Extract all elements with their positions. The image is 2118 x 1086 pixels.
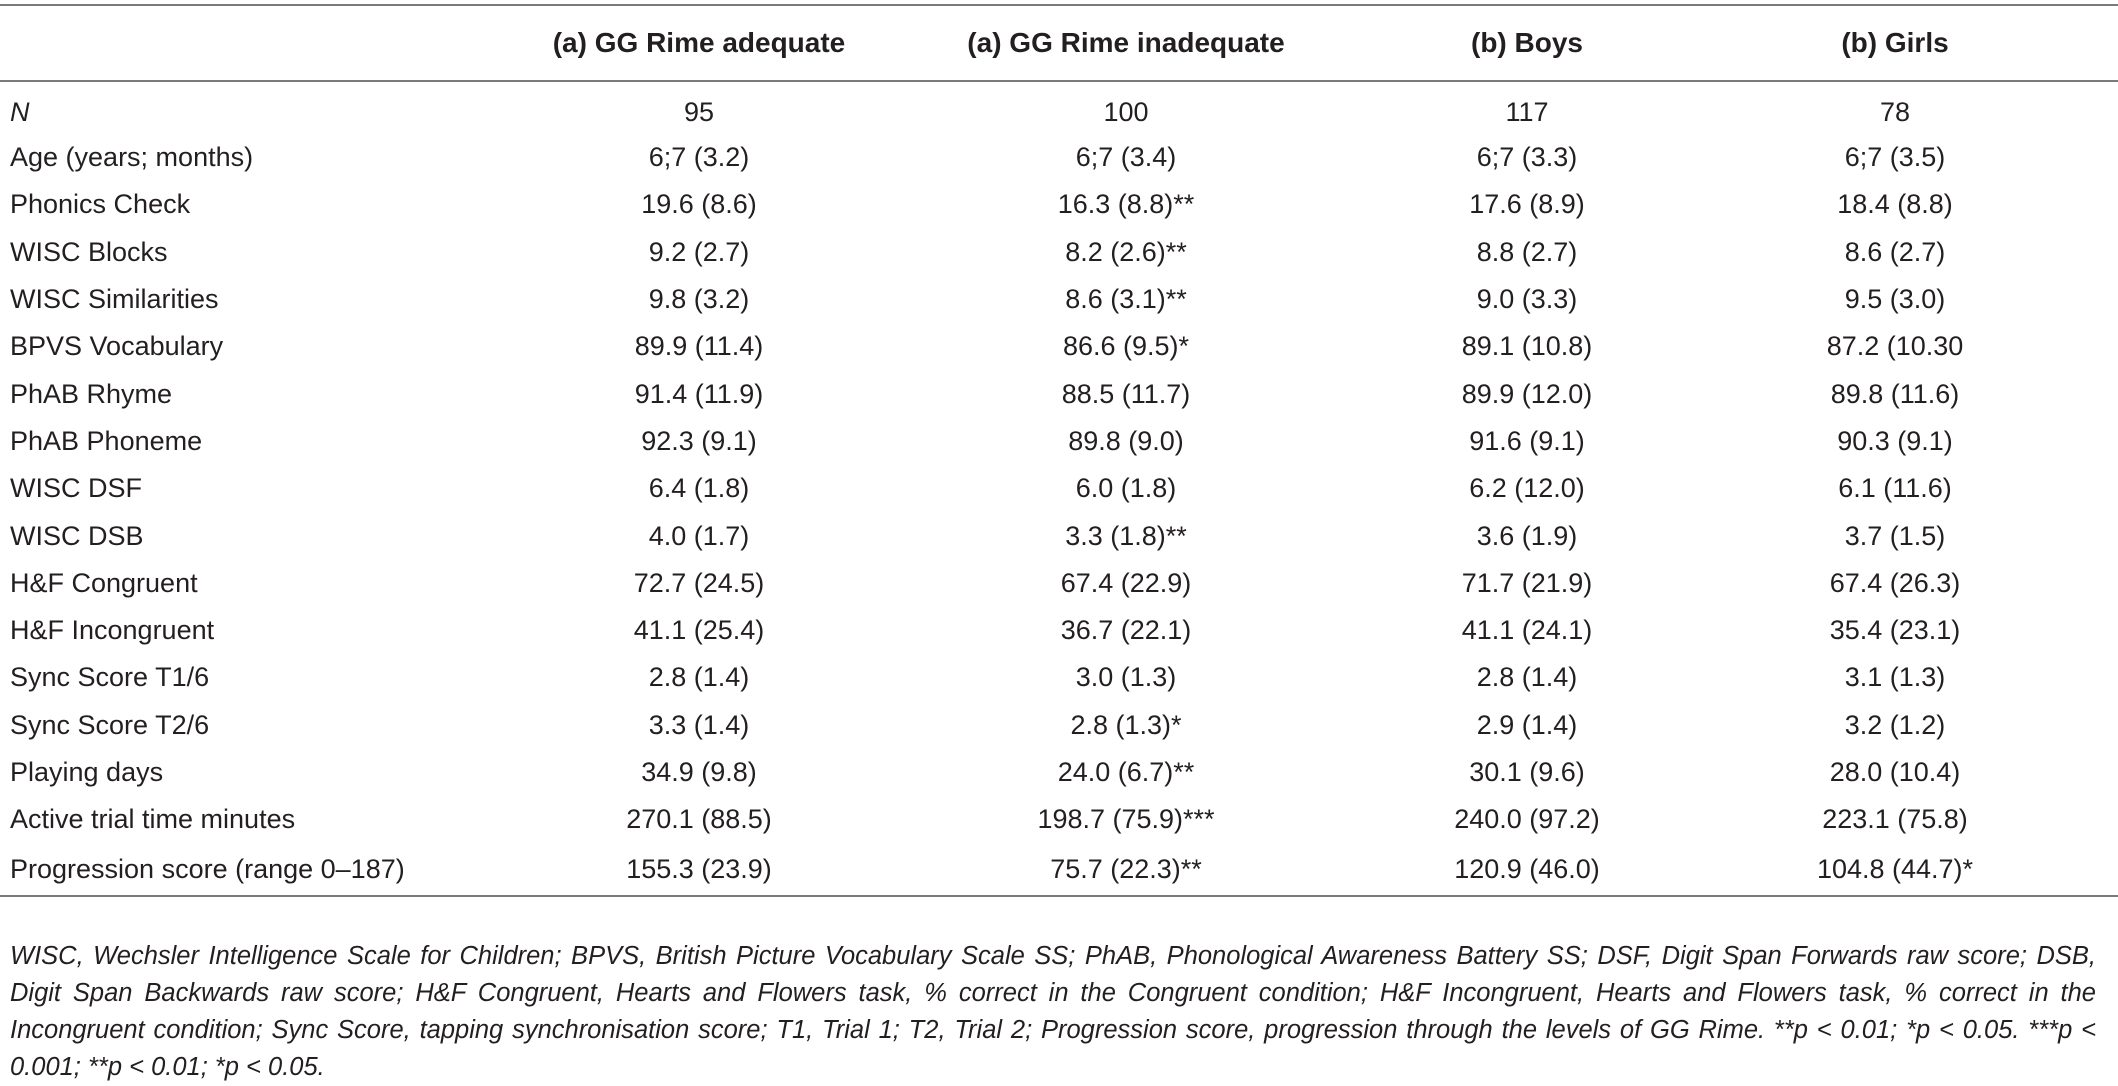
- table-row: [0, 512, 2118, 559]
- value-boys: 30.1 (9.6): [1469, 757, 1585, 787]
- value-girls: 8.6 (2.7): [1844, 236, 1946, 267]
- value-gg-rime-inadequate: 88.5 (11.7): [1061, 378, 1191, 409]
- value-girls: 6;7 (3.5): [1844, 142, 1946, 173]
- value-gg-rime-inadequate: 67.4 (22.9): [1060, 567, 1192, 598]
- table-row: [0, 229, 2118, 276]
- value-gg-rime-inadequate: 2.8 (1.3)*: [1070, 709, 1182, 740]
- value-gg-rime-adequate: 95: [683, 96, 715, 127]
- row-label: WISC DSB: [10, 520, 144, 551]
- value-gg-rime-inadequate: 100: [1103, 96, 1149, 127]
- value-girls: 104.8 (44.7)*: [1672, 843, 2118, 896]
- value-gg-rime-inadequate: 3.3 (1.8)**: [1065, 520, 1187, 551]
- table-row: [0, 276, 2118, 323]
- row-label: H&F Congruent: [10, 567, 198, 598]
- value-gg-rime-adequate: 4.0 (1.7): [648, 520, 750, 551]
- value-girls: 3.1 (1.3): [1844, 662, 1946, 693]
- data-table: [0, 4, 2118, 897]
- value-girls: 67.4 (26.3): [1829, 567, 1961, 598]
- value-boys: 91.6 (9.1): [1469, 425, 1585, 456]
- value-boys: 2.9 (1.4): [1476, 709, 1578, 740]
- value-girls: 35.4 (23.1): [1829, 615, 1961, 646]
- row-label: Phonics Check: [10, 189, 191, 220]
- value-boys: 120.9 (46.0): [1382, 843, 1672, 896]
- table-row: [0, 654, 2118, 701]
- value-girls: 28.0 (10.4): [1829, 757, 1961, 787]
- row-label: WISC Similarities: [10, 284, 219, 315]
- value-gg-rime-inadequate: 6.0 (1.8): [1075, 473, 1177, 504]
- value-girls: 90.3 (9.1): [1837, 425, 1953, 456]
- column-header-gg-rime-adequate: (a) GG Rime adequate: [528, 5, 870, 81]
- value-gg-rime-adequate: 89.9 (11.4): [634, 331, 764, 362]
- row-label: Active trial time minutes: [10, 804, 296, 835]
- table-row: [0, 81, 2118, 134]
- value-girls: 78: [1879, 96, 1911, 127]
- row-label: Playing days: [10, 757, 164, 787]
- row-label: N: [10, 96, 30, 127]
- value-boys: 6;7 (3.3): [1476, 142, 1578, 173]
- value-boys: 89.9 (12.0): [1461, 378, 1593, 409]
- table-row: [0, 418, 2118, 465]
- value-boys: 89.1 (10.8): [1461, 331, 1593, 362]
- value-gg-rime-inadequate: 75.7 (22.3)**: [870, 843, 1382, 896]
- value-gg-rime-adequate: 2.8 (1.4): [648, 662, 750, 693]
- table-row: [0, 796, 2118, 843]
- value-gg-rime-adequate: 6;7 (3.2): [648, 142, 750, 173]
- row-label: Progression score (range 0–187): [0, 843, 528, 896]
- table-footnote: WISC, Wechsler Intelligence Scale for Children; BPVS, British Picture Vocabulary Scale SS; PhAB, Phonological Awareness Battery SS; DSF, Digit Span Forwards raw score; DSB, Digit Span Backwards raw score; H&F Congruent, Hearts and Flowers task, % correct in the Congruent condition; H&F Incongruent, Hearts and Flowers task, % correct in the Incongruent condition; Sync Score, tapping synchronisation score; T1, Trial 1; T2, Trial 2; Progression score, progression through the levels of GG Rime. **p < 0.01; *p < 0.05. ***p < 0.001; **p < 0.01; *p < 0.05.: [10, 941, 2096, 1081]
- row-label: WISC Blocks: [10, 236, 168, 267]
- value-gg-rime-inadequate: 16.3 (8.8)**: [1057, 189, 1195, 220]
- value-boys: 2.8 (1.4): [1476, 662, 1578, 693]
- row-label: Sync Score T2/6: [10, 709, 210, 740]
- value-boys: 9.0 (3.3): [1476, 284, 1578, 315]
- value-gg-rime-inadequate: 86.6 (9.5)*: [1062, 331, 1190, 362]
- table-row: [0, 843, 2118, 896]
- value-gg-rime-adequate: 41.1 (25.4): [633, 615, 765, 646]
- value-girls: 6.1 (11.6): [1838, 473, 1952, 504]
- value-boys: 6.2 (12.0): [1469, 473, 1585, 504]
- table-row: [0, 465, 2118, 512]
- table-row: [0, 702, 2118, 749]
- table-row: [0, 181, 2118, 228]
- value-gg-rime-adequate: 9.8 (3.2): [648, 284, 750, 315]
- value-gg-rime-inadequate: 8.6 (3.1)**: [1065, 284, 1187, 315]
- table-body: [0, 81, 2118, 896]
- table-row: [0, 370, 2118, 417]
- value-girls: 87.2 (10.30: [1826, 331, 1964, 362]
- row-label: PhAB Phoneme: [10, 425, 203, 456]
- value-gg-rime-inadequate: 3.0 (1.3): [1075, 662, 1177, 693]
- value-boys: 8.8 (2.7): [1476, 236, 1578, 267]
- value-gg-rime-inadequate: 6;7 (3.4): [1075, 142, 1177, 173]
- value-gg-rime-inadequate: 8.2 (2.6)**: [1065, 236, 1187, 267]
- row-label: BPVS Vocabulary: [10, 331, 224, 362]
- value-gg-rime-adequate: 92.3 (9.1): [641, 425, 757, 456]
- value-gg-rime-inadequate: 198.7 (75.9)***: [1037, 804, 1215, 835]
- table-row: [0, 560, 2118, 607]
- value-gg-rime-inadequate: 36.7 (22.1): [1060, 615, 1192, 646]
- table-row: [0, 134, 2118, 181]
- value-gg-rime-adequate: 3.3 (1.4): [648, 709, 750, 740]
- column-header-boys: (b) Boys: [1382, 5, 1672, 81]
- value-gg-rime-adequate: 34.9 (9.8): [641, 757, 757, 787]
- value-girls: 89.8 (11.6): [1830, 378, 1960, 409]
- value-gg-rime-adequate: 155.3 (23.9): [528, 843, 870, 896]
- value-gg-rime-inadequate: 24.0 (6.7)**: [1057, 757, 1195, 787]
- column-header-stub: [0, 5, 528, 81]
- value-girls: 18.4 (8.8): [1837, 189, 1953, 220]
- value-girls: 9.5 (3.0): [1844, 284, 1946, 315]
- value-gg-rime-adequate: 6.4 (1.8): [648, 473, 750, 504]
- value-boys: 71.7 (21.9): [1461, 567, 1593, 598]
- value-boys: 41.1 (24.1): [1461, 615, 1593, 646]
- value-gg-rime-adequate: 19.6 (8.6): [641, 189, 757, 220]
- value-boys: 17.6 (8.9): [1469, 189, 1585, 220]
- row-label: WISC DSF: [10, 473, 142, 504]
- value-gg-rime-adequate: 270.1 (88.5): [626, 804, 772, 835]
- value-boys: 117: [1505, 96, 1549, 127]
- value-boys: 3.6 (1.9): [1476, 520, 1578, 551]
- value-girls: 3.7 (1.5): [1844, 520, 1946, 551]
- table-row: [0, 749, 2118, 796]
- value-gg-rime-adequate: 72.7 (24.5): [633, 567, 765, 598]
- table-header-row: [0, 5, 2118, 81]
- row-label: Sync Score T1/6: [10, 662, 210, 693]
- table-row: [0, 323, 2118, 370]
- value-boys: 240.0 (97.2): [1454, 804, 1600, 835]
- table-row: [0, 607, 2118, 654]
- value-gg-rime-adequate: 91.4 (11.9): [634, 378, 764, 409]
- value-gg-rime-inadequate: 89.8 (9.0): [1068, 425, 1184, 456]
- row-label: Age (years; months): [10, 142, 254, 173]
- value-girls: 223.1 (75.8): [1822, 804, 1968, 835]
- column-header-gg-rime-inadequate: (a) GG Rime inadequate: [870, 5, 1382, 81]
- column-header-girls: (b) Girls: [1672, 5, 2118, 81]
- value-girls: 3.2 (1.2): [1844, 709, 1946, 740]
- row-label: H&F Incongruent: [10, 615, 215, 646]
- row-label: PhAB Rhyme: [10, 378, 173, 409]
- value-gg-rime-adequate: 9.2 (2.7): [648, 236, 750, 267]
